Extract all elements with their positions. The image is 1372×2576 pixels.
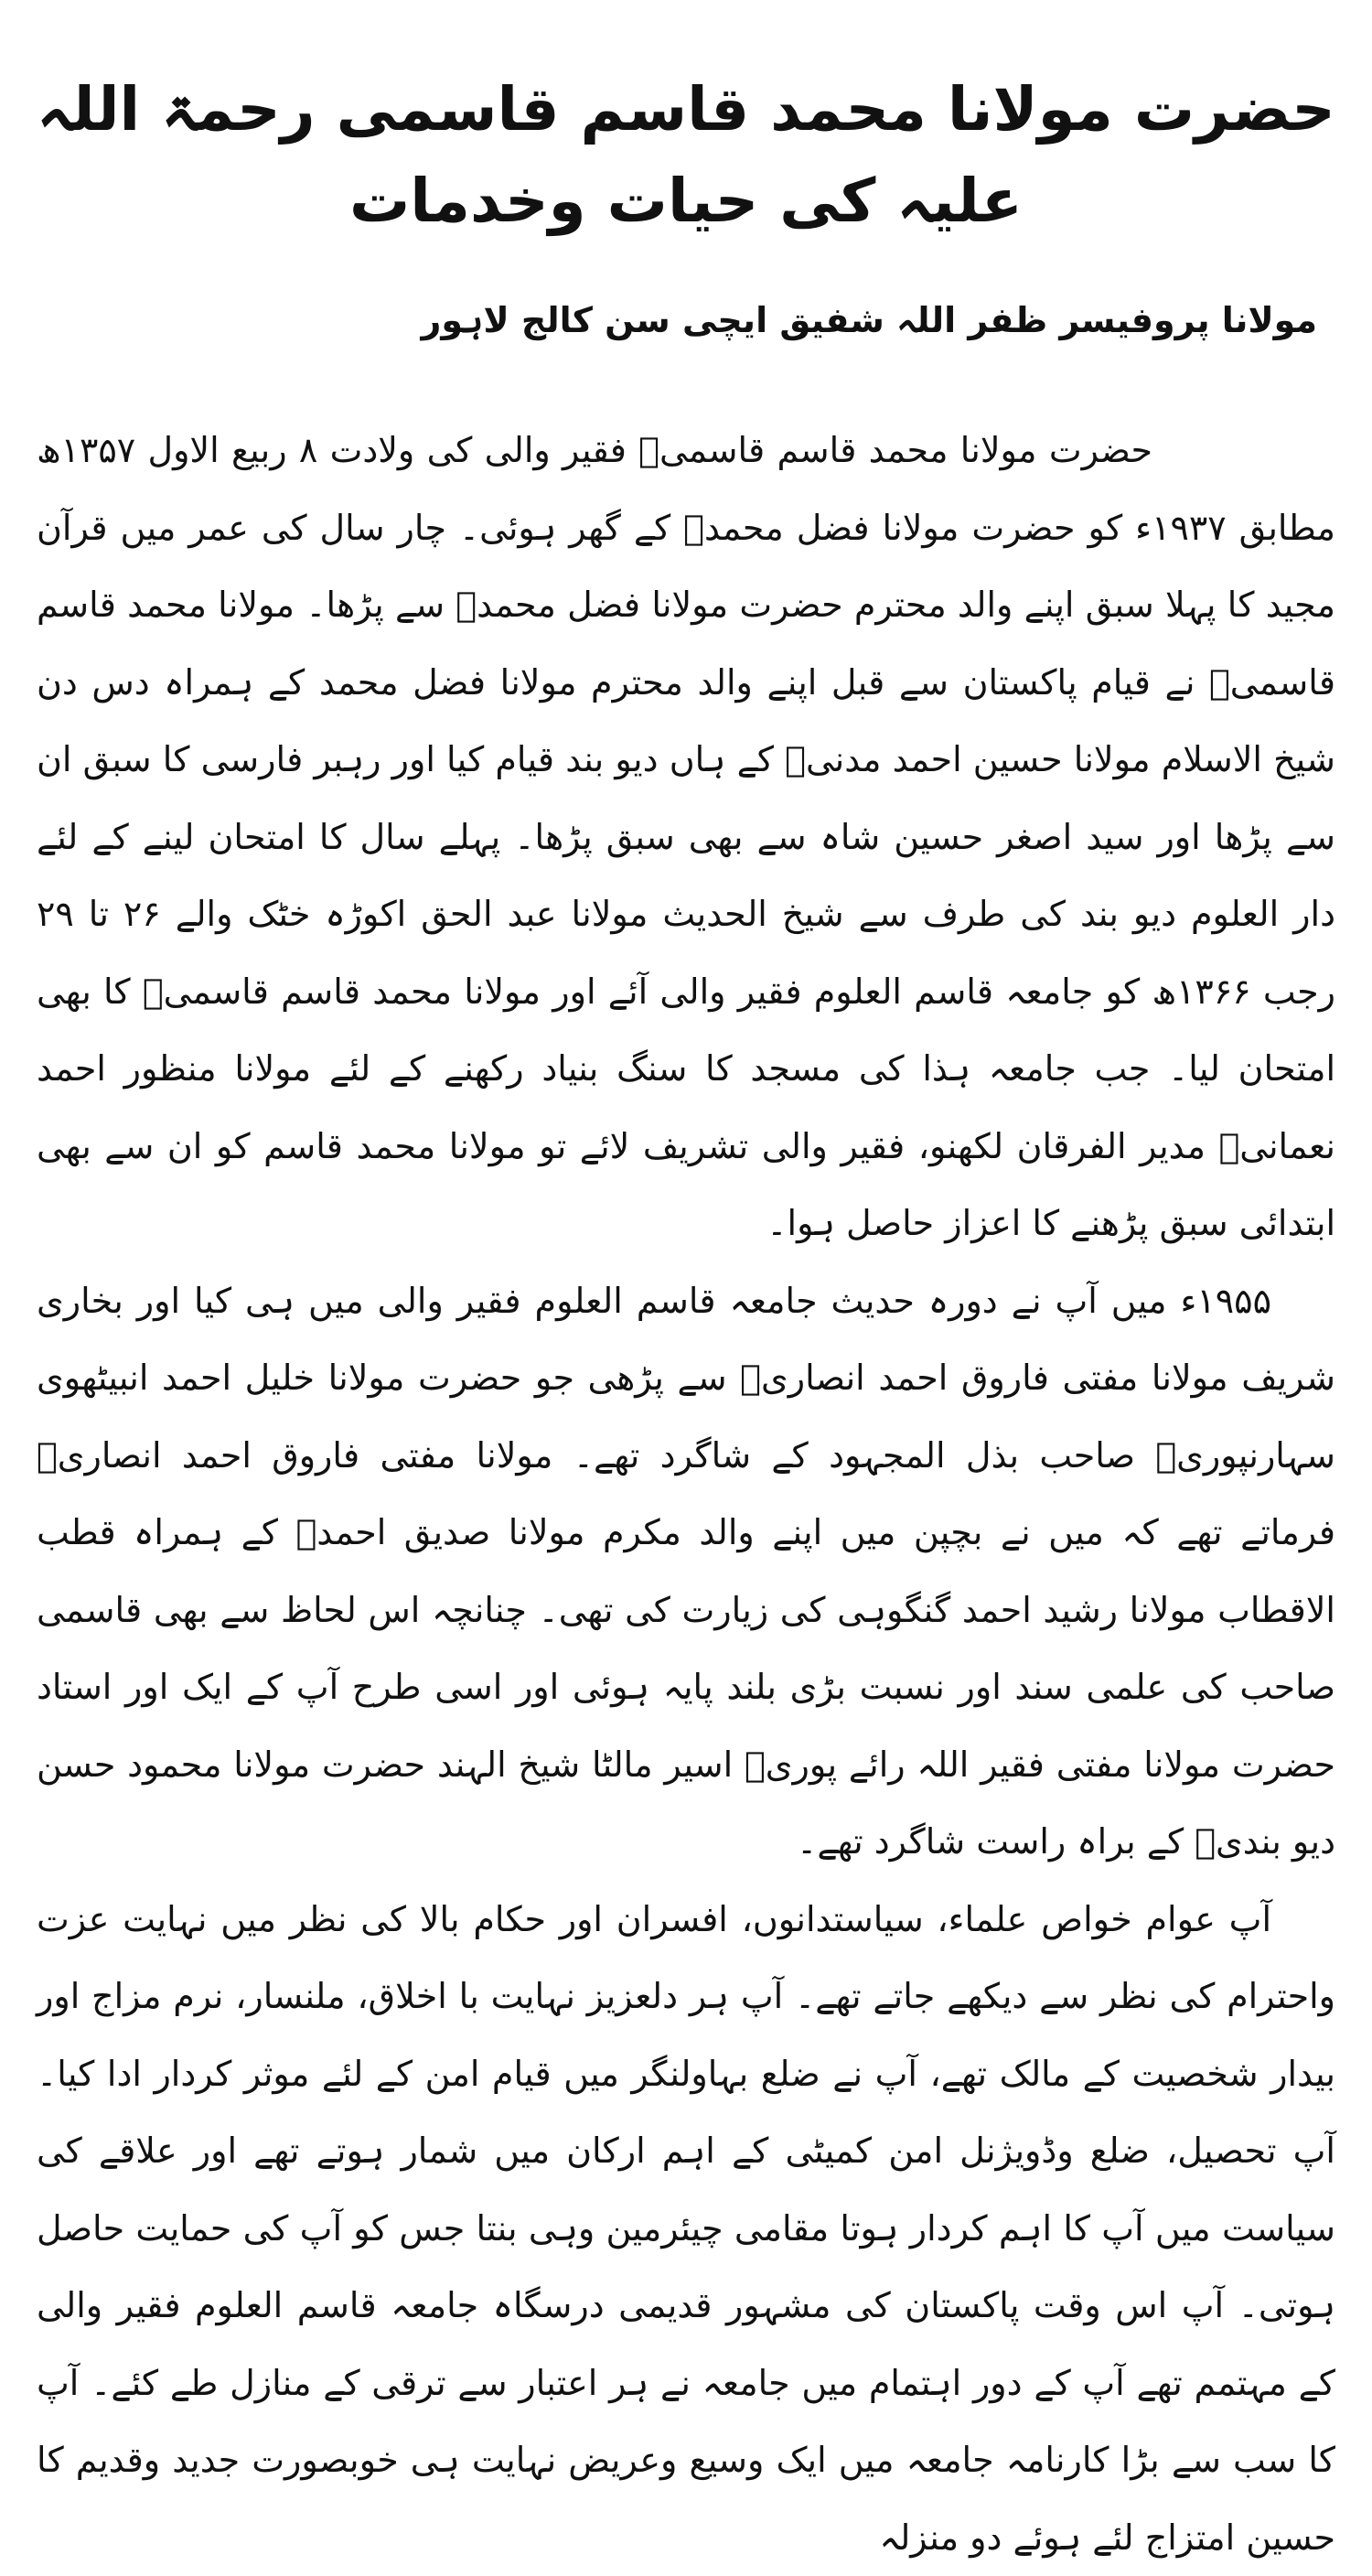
paragraph-3: آپ عوام خواص علماء، سیاستدانوں، افسران اور حکام بالا کی نظر میں نہایت عزت واحترام کی نظر سے دیکھے جاتے تھے۔ آپ ہر دلعزیز نہایت با اخلاق، ملنسار، نرم مزاج اور بیدار شخصیت کے مالک تھے، آپ نے ضلع بہاولنگر میں قیام امن کے لئے موثر کردار ادا کیا۔ آپ تحصیل، ضلع وڈویژنل امن کمیٹی کے اہم ارکان میں شمار ہوتے تھے اور علاقے کی سیاست میں آپ کا اہم کردار ہوتا مقامی چیئرمین وہی بنتا جس کو آپ کی حمایت حاصل ہوتی۔ آپ اس وقت پاکستان کی مشہور قدیمی درسگاہ جامعہ قاسم العلوم فقیر والی کے مہتمم تھے آپ کے دور اہتمام میں جامعہ نے ہر اعتبار سے ترقی کے منازل طے کئے۔ آپ کا سب سے بڑا کارنامہ جامعہ میں ایک وسیع وعریض نہایت ہی خوبصورت جدید وقدیم کا حسین امتزاج لئے ہوئے دو منزلہ [37,1881,1335,2576]
paragraph-1: حضرت مولانا محمد قاسم قاسمیؒ فقیر والی کی ولادت ۸ ربیع الاول ۱۳۵۷ھ مطابق ۱۹۳۷ء کو حضرت مولانا فضل محمدؒ کے گھر ہوئی۔ چار سال کی عمر میں قرآن مجید کا پہلا سبق اپنے والد محترم حضرت مولانا فضل محمدؒ سے پڑھا۔ مولانا محمد قاسم قاسمیؒ نے قیام پاکستان سے قبل اپنے والد محترم مولانا فضل محمد کے ہمراہ دس دن شیخ الاسلام مولانا حسین احمد مدنیؒ کے ہاں دیو بند قیام کیا اور رہبر فارسی کا سبق ان سے پڑھا اور سید اصغر حسین شاہ سے بھی سبق پڑھا۔ پہلے سال کا امتحان لینے کے لئے دار العلوم دیو بند کی طرف سے شیخ الحدیث مولانا عبد الحق اکوڑہ خٹک والے ۲۶ تا ۲۹ رجب ۱۳۶۶ھ کو جامعہ قاسم العلوم فقیر والی آئے اور مولانا محمد قاسم قاسمیؒ کا بھی امتحان لیا۔ جب جامعہ ہذا کی مسجد کا سنگ بنیاد رکھنے کے لئے مولانا منظور احمد نعمانیؒ مدیر الفرقان لکھنو، فقیر والی تشریف لائے تو مولانا محمد قاسم کو ان سے بھی ابتدائی سبق پڑھنے کا اعزاز حاصل ہوا۔ [37,412,1335,1262]
paragraph-2: ۱۹۵۵ء میں آپ نے دورہ حدیث جامعہ قاسم العلوم فقیر والی میں ہی کیا اور بخاری شریف مولانا مفتی فاروق احمد انصاریؒ سے پڑھی جو حضرت مولانا خلیل احمد انبیٹھوی سہارنپوریؒ صاحب بذل المجہود کے شاگرد تھے۔ مولانا مفتی فاروق احمد انصاریؒ فرماتے تھے کہ میں نے بچپن میں اپنے والد مکرم مولانا صدیق احمدؒ کے ہمراہ قطب الاقطاب مولانا رشید احمد گنگوہی کی زیارت کی تھی۔ چنانچہ اس لحاظ سے بھی قاسمی صاحب کی علمی سند اور نسبت بڑی بلند پایہ ہوئی اور اسی طرح آپ کے ایک اور استاد حضرت مولانا مفتی فقیر اللہ رائے پوریؒ اسیر مالٹا شیخ الہند حضرت مولانا محمود حسن دیو بندیؒ کے براہ راست شاگرد تھے۔ [37,1262,1335,1881]
article-byline: مولانا پروفیسر ظفر اللہ شفیق ایچی سن کالج لاہور [37,284,1317,357]
article-title: حضرت مولانا محمد قاسم قاسمی رحمۃ اللہ علیہ کی حیات وخدمات [37,64,1335,247]
